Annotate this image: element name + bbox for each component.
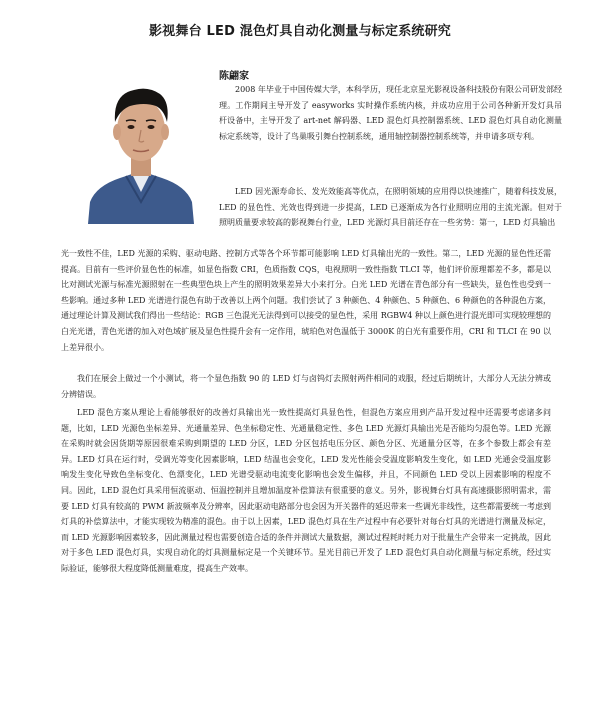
- body-paragraph: 光一致性不佳，LED 光源的采购、驱动电路、控制方式等各个环节都可能影响 LED 灯具输出光的一致性。第二，LED 光源的显色性还需提高。目前有一些评价显色性的标准，如显色指数 CRI，色质指数 CQS，电视照明一致性指数 TLCI 等，他们评价原理都差不多，都是以比对测试光源与标准光源照射在一些典型色块上产生的照明效果差异大小来打分。白光 LED 光谱在青色部分有一些缺失，显色性也受到一些影响。通过多种 LED 光谱进行混色有助于改善以上两个问题。我们尝试了 3 种颜色、4 种颜色、5 种颜色、6 种颜色的各种混色方案，通过理论计算及测试我们得出一些结论：RGB 三色混光无法得到可以接受的显色性，采用 RGBW4 种以上颜色进行混光即可实现较理想的白光光谱，青色光谱的加入对色域扩展及显色性提升会有一定作用，琥珀色对色温低于 3000K 的白光有重要作用，CRI 和 TLCI 在 90 以上差异很小。: [61, 249, 551, 352]
- body-paragraph: LED 混色方案从理论上看能够很好的改善灯具输出光一致性提高灯具显色性，但混色方案应用到产品开发过程中还需要考虑诸多问题，比如，LED 光源色坐标差异、光通量差异、色坐标稳定性、光通量稳定性、多色 LED 光源灯具输出光是否能均匀混色等。LED 光源在采购时就会因货期等原因很难采购到期望的 LED 分区，LED 分区包括电压分区、颜色分区、光通量分区等，在多个参数上都会有差异。LED 灯具在运行时，受调光等变化因素影响，LED 结温也会变化，LED 发光性能会受温度影响发生变化，如 LED 光通会受温度影响发生变化导致色坐标变化、色漂变化，LED 光谱受驱动电流变化影响也会发生偏移，并且，不同颜色 LED 受以上因素影响的程度不同。因此，LED 混色灯具采用恒流驱动、恒温控制并且增加温度补偿算法有很重要的意义。另外，影视舞台灯具有高速摄影照明需求，需要 LED 灯具有较高的 PWM 新波频率及分辨率，因此驱动电路部分也会因为开关器件的延迟带来一些调光非线性，这些都需要统一考虑到灯具的补偿算法中，才能实现较为精准的混色。由于以上因素，LED 混色灯具在生产过程中有必要针对每台灯具的光谱进行测量及标定，而 LED 光源影响因素较多，因此测量过程也需要创造合适的条件并测试大量数据，测试过程耗时耗力对于批量生产会带来一定挑战，因此对于多色 LED 混色灯具，实现自动化的灯具测量标定是一个关键环节。星光目前已开发了 LED 混色灯具自动化测量与标定系统，经过实际验证，能够很大程度降低测量难度，提高生产效率。: [61, 408, 551, 573]
- body-paragraph: 我们在展会上做过一个小测试，将一个显色指数 90 的 LED 灯与卤钨灯去照射两件相同的戏服，经过后期统计，大部分人无法分辨或分辨错误。: [61, 374, 551, 399]
- article-title: 影视舞台 LED 混色灯具自动化测量与标定系统研究: [148, 24, 451, 39]
- author-photo: [86, 64, 196, 224]
- body-paragraph-intro: LED 因光源寿命长、发光效能高等优点，在照明领域的应用得以快速推广，随着科技发展，LED 的显色性、光效也得到进一步提高，LED 已逐渐成为各行业照明应用的主流光源。但对于照明质量要求较高的影视舞台行业，LED 光源灯具目前还存在一些劣势：第一，LED 灯具输出: [219, 187, 562, 228]
- author-name: 陈翩家: [219, 71, 249, 82]
- author-bio: 2008 年毕业于中国传媒大学，本科学历，现任北京星光影视设备科技股份有限公司研发部经理。工作期间主导开发了 easyworks 实时操作系统内核，并成功应用于公司各种新开发灯具吊杆设备中，主导开发了 art-net 解码器、LED 混色灯具控制器系统、LED 混色灯具自动化测量标定系统等，设计了鸟巢吸引舞台控制系统，通用轴控制器控制系统等，并申请多项专利。: [219, 85, 562, 141]
